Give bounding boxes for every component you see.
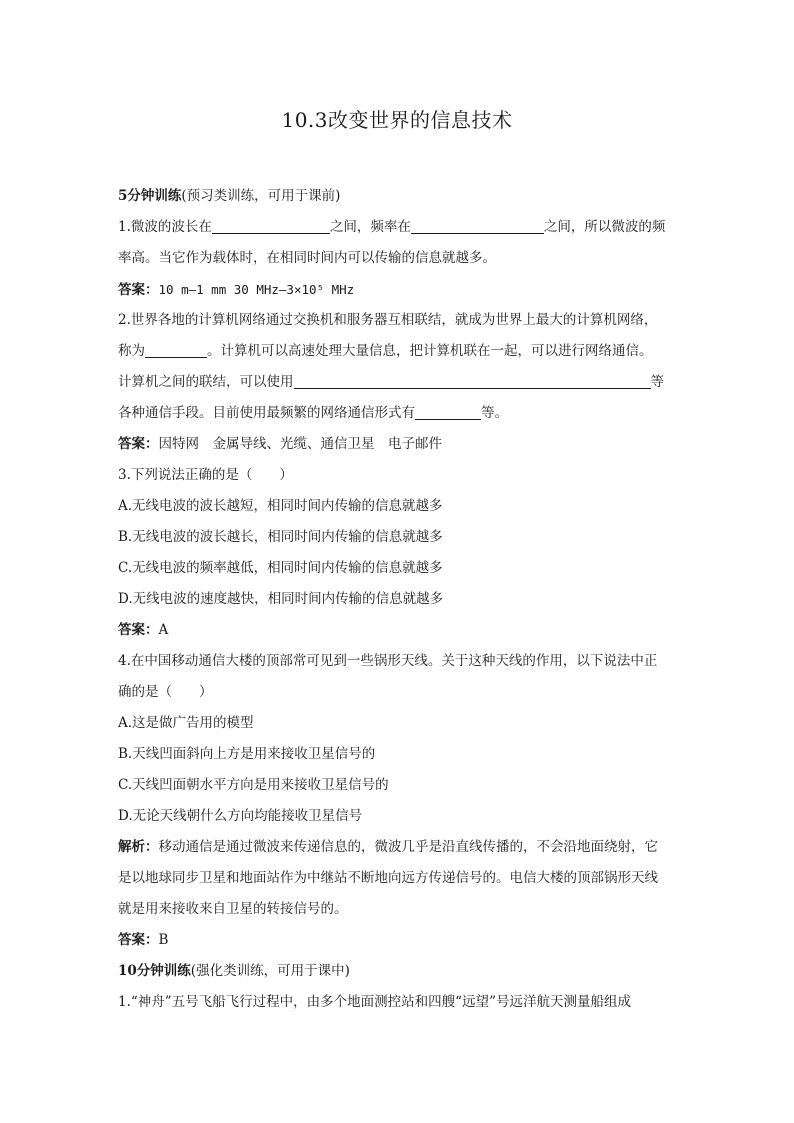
- q5-line1: 1.“神舟”五号飞船飞行过程中，由多个地面测控站和四艘“远望”号远洋航天测量船组成: [118, 994, 631, 1010]
- q2-line2: [118, 336, 676, 367]
- q1-part1: 1.微波的波长在: [118, 219, 212, 235]
- q2-answer: [118, 429, 676, 460]
- q2-line3-a: 计算机之间的联结，可以使用: [118, 374, 294, 390]
- q2-line4-a: 各种通信手段。目前使用最频繁的网络通信形式有: [118, 405, 415, 421]
- q1-answer: [118, 274, 676, 305]
- q4-analysis-line1: [118, 832, 676, 863]
- q2-line1: 2.世界各地的计算机网络通过交换机和服务器互相联结，就成为世界上最大的计算机网络，: [118, 312, 658, 328]
- q4-analysis-line2: 是以地球同步卫星和地面站作为中继站不断地向远方传递信号的。电信大楼的顶部锅形天线: [118, 870, 658, 886]
- q4-answer: [118, 925, 676, 956]
- q2-line2-a: 称为: [118, 343, 145, 359]
- q2-line4-b: 等。: [481, 405, 508, 421]
- section-heading-10min: [118, 956, 676, 987]
- q2-line3: [118, 367, 676, 398]
- q4-option-c: C.天线凹面朝水平方向是用来接收卫星信号的: [118, 777, 389, 793]
- answer-label: 答案：: [118, 282, 159, 298]
- q1-part3: 之间，所以微波的频: [543, 219, 666, 235]
- page-title: 10.3改变世界的信息技术: [281, 108, 513, 132]
- q1-part2: 之间，频率在: [329, 219, 411, 235]
- q3-option-b: B.无线电波的波长越长，相同时间内传输的信息就越多: [118, 529, 443, 545]
- answer-value: 因特网 金属导线、光缆、通信卫星 电子邮件: [158, 436, 442, 452]
- analysis-text: 移动通信是通过微波来传递信息的，微波几乎是沿直线传播的，不会沿地面绕射，它: [158, 839, 658, 855]
- section-head-note: (强化类训练，可用于课中): [190, 963, 350, 979]
- q1-line2: 率高。当它作为载体时，在相同时间内可以传输的信息就越多。: [118, 250, 496, 266]
- answer-label: 答案：: [118, 436, 159, 452]
- q2-line2-b: 。计算机可以高速处理大量信息，把计算机联在一起，可以进行网络通信。: [207, 343, 653, 359]
- q1-blank-frequency: [411, 217, 544, 234]
- answer-value: B: [158, 932, 169, 948]
- q2-blank-means: [294, 372, 651, 389]
- q2-blank-form: [415, 403, 481, 420]
- q4-option-b: B.天线凹面斜向上方是用来接收卫星信号的: [118, 746, 376, 762]
- q1-blank-wavelength: [212, 217, 330, 234]
- q3-option-a: A.无线电波的波长越短，相同时间内传输的信息就越多: [118, 498, 443, 514]
- q1-line1: [118, 212, 676, 243]
- document-body: [118, 181, 676, 1018]
- q4-stem-line1: 4.在中国移动通信大楼的顶部常可见到一些锅形天线。关于这种天线的作用，以下说法中正: [118, 653, 658, 669]
- q3-stem: 3.下列说法正确的是（ ）: [118, 467, 293, 483]
- q4-analysis-line3: 就是用来接收来自卫星的转接信号的。: [118, 901, 348, 917]
- q3-option-c: C.无线电波的频率越低，相同时间内传输的信息就越多: [118, 560, 443, 576]
- section-head-label: 10分钟训练: [118, 963, 191, 979]
- q4-stem-line2: 确的是（ ）: [118, 684, 213, 700]
- answer-label: 答案：: [118, 622, 159, 638]
- section-head-note: (预习类训练，可用于课前): [181, 188, 341, 204]
- answer-value: A: [158, 622, 169, 638]
- q2-line4: [118, 398, 676, 429]
- section-head-label: 5分钟训练: [118, 188, 182, 204]
- q3-option-d: D.无线电波的速度越快，相同时间内传输的信息就越多: [118, 591, 444, 607]
- q4-option-a: A.这是做广告用的模型: [118, 715, 254, 731]
- section-heading-5min: [118, 181, 676, 212]
- analysis-label: 解析：: [118, 839, 159, 855]
- q2-blank-network: [145, 341, 207, 358]
- answer-value: 10 m—1 mm 30 MHz—3×10⁵ MHz: [158, 282, 355, 297]
- q4-option-d: D.无论天线朝什么方向均能接收卫星信号: [118, 808, 363, 824]
- answer-label: 答案：: [118, 932, 159, 948]
- q2-line3-b: 等: [650, 374, 664, 390]
- q3-answer: [118, 615, 676, 646]
